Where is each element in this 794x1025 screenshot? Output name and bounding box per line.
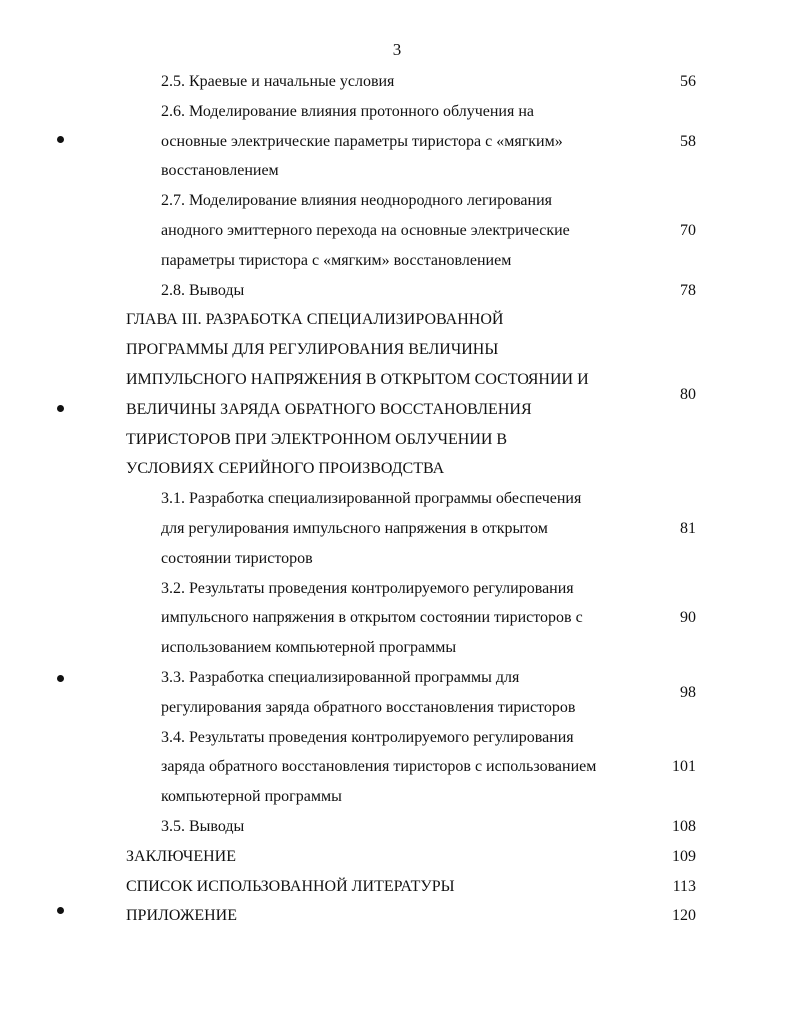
toc-page-number: 58 — [680, 132, 696, 150]
toc-entry-text: 2.8. Выводы — [161, 281, 245, 299]
toc-entry-references — [0, 872, 794, 902]
toc-entry-text: импульсного напряжения в открытом состоянии тиристоров с — [161, 609, 583, 627]
toc-entry-text: 2.5. Краевые и начальные условия — [161, 73, 395, 90]
toc-entry-text: заряда обратного восстановления тиристоров с использованием — [161, 758, 597, 776]
toc-page-number: 109 — [672, 847, 696, 865]
toc-entry-text: ВЕЛИЧИНЫ ЗАРЯДА ОБРАТНОГО ВОССТАНОВЛЕНИЯ — [126, 400, 532, 418]
toc-entry-text: компьютерной программы — [161, 788, 342, 806]
toc-entry-3-5 — [0, 812, 794, 842]
toc-entry-text: СПИСОК ИСПОЛЬЗОВАННОЙ ЛИТЕРАТУРЫ — [126, 877, 455, 895]
toc-entry-text: 3.2. Результаты проведения контролируемого регулирования — [161, 579, 574, 597]
toc-page-number: 113 — [672, 877, 696, 895]
toc-entry-3-3 — [0, 663, 794, 723]
toc-page-number: 78 — [680, 281, 696, 299]
toc-page-number: 80 — [680, 385, 696, 403]
toc-entry-chapter-3 — [0, 305, 794, 484]
page-number: 3 — [392, 40, 402, 59]
toc-entry-text: состоянии тиристоров — [161, 549, 313, 567]
toc-entry-text: 3.5. Выводы — [161, 817, 245, 835]
toc-entry-text: для регулирования импульсного напряжения в открытом — [161, 519, 548, 537]
toc-entry-2-7 — [0, 186, 794, 275]
toc-entry-text: 3.3. Разработка специализированной программы для — [161, 668, 520, 686]
toc-entry-text: ЗАКЛЮЧЕНИЕ — [126, 847, 236, 865]
toc-entry-text: 2.6. Моделирование влияния протонного облучения на — [161, 102, 535, 120]
toc-page-number: 120 — [672, 907, 696, 925]
toc-page-number: 70 — [680, 221, 696, 239]
toc-page-number: 56 — [680, 73, 696, 90]
toc-entry-text: параметры тиристора с «мягким» восстановлением — [161, 251, 512, 269]
toc-entry-text: 3.4. Результаты проведения контролируемого регулирования — [161, 728, 574, 746]
toc-entry-text: ПРИЛОЖЕНИЕ — [126, 907, 238, 925]
toc-page-number: 90 — [680, 609, 696, 627]
toc-entry-3-1 — [0, 484, 794, 573]
toc-entry-text: восстановлением — [161, 162, 279, 180]
toc-entry-3-4 — [0, 723, 794, 812]
toc-entry-text: использованием компьютерной программы — [161, 639, 457, 657]
toc-entry-3-2 — [0, 574, 794, 663]
toc-page-number: 108 — [672, 817, 696, 835]
toc-entry-text: анодного эмиттерного перехода на основные электрические — [161, 221, 570, 239]
toc-entry-text: основные электрические параметры тиристора с «мягким» — [161, 132, 563, 150]
toc-page-number: 101 — [672, 758, 696, 776]
toc-page-number: 81 — [680, 519, 696, 537]
toc-entry-text: 3.1. Разработка специализированной программы обеспечения — [161, 490, 582, 508]
table-of-contents — [0, 67, 794, 931]
toc-page-number: 98 — [680, 683, 696, 701]
toc-entry-text: 2.7. Моделирование влияния неоднородного легирования — [161, 192, 553, 210]
toc-entry-text: ГЛАВА III. РАЗРАБОТКА СПЕЦИАЛИЗИРОВАННОЙ — [126, 311, 504, 329]
toc-entry-text: регулирования заряда обратного восстановления тиристоров — [161, 698, 576, 716]
toc-entry-text: ИМПУЛЬСНОГО НАПРЯЖЕНИЯ В ОТКРЫТОМ СОСТОЯНИИ И — [126, 370, 589, 388]
toc-entry-text: УСЛОВИЯХ СЕРИЙНОГО ПРОИЗВОДСТВА — [126, 460, 445, 478]
toc-entry-appendix — [0, 901, 794, 931]
toc-entry-2-8 — [0, 276, 794, 306]
toc-entry-2-5 — [0, 67, 794, 97]
toc-entry-text: ПРОГРАММЫ ДЛЯ РЕГУЛИРОВАНИЯ ВЕЛИЧИНЫ — [126, 341, 499, 359]
toc-entry-text: ТИРИСТОРОВ ПРИ ЭЛЕКТРОННОМ ОБЛУЧЕНИИ В — [126, 430, 508, 448]
toc-entry-2-6 — [0, 97, 794, 186]
toc-entry-conclusion — [0, 842, 794, 872]
